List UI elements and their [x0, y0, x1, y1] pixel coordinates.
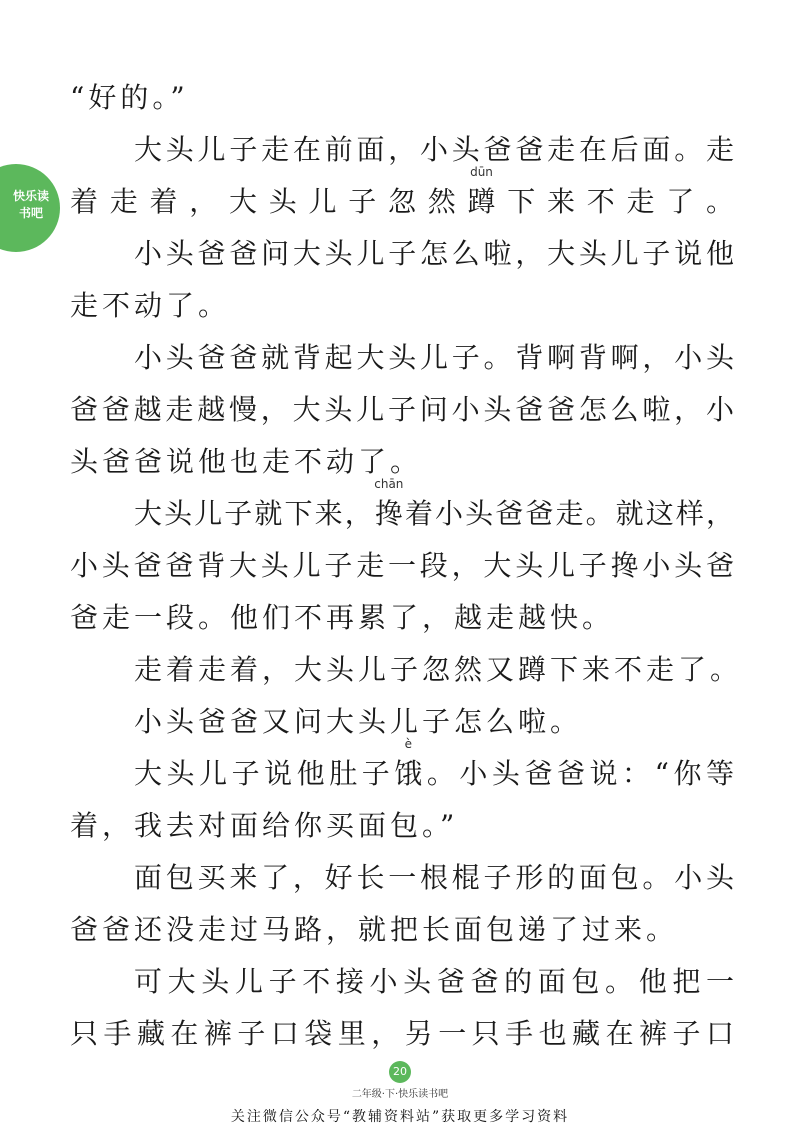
- text-line: 爸爸越走越慢，大头儿子问小头爸爸怎么啦，小: [70, 393, 734, 426]
- grade-line: 二年级·下·快乐读书吧: [351, 1089, 449, 1100]
- pinyin-label: dūn: [470, 165, 493, 179]
- text-line: 走着走着，大头儿子忽然又蹲下来不走了。: [134, 653, 743, 686]
- text-line: 可大头儿子不接小头爸爸的面包。他把一: [134, 965, 734, 998]
- pinyin-label: è: [404, 737, 412, 751]
- text-line: 小头爸爸问大头儿子怎么啦，大头儿子说他: [134, 237, 734, 270]
- text-line: 小头爸爸又问大头儿子怎么啦。: [134, 705, 583, 738]
- text-line: 着，我去对面给你买面包。”: [70, 809, 459, 842]
- text-line: “好的。”: [70, 81, 189, 114]
- text-line: 爸走一段。他们不再累了，越走越快。: [70, 601, 615, 634]
- pinyin-annotated-char: è 饿: [394, 737, 423, 790]
- promo-line: 关注微信公众号“教辅资料站”获取更多学习资料: [230, 1109, 570, 1125]
- page-footer: [0, 1060, 800, 1126]
- text-line: 小头爸爸就背起大头儿子。背啊背啊，小头: [134, 341, 734, 374]
- text-line: 小头爸爸背大头儿子走一段，大头儿子搀小头爸: [70, 549, 734, 582]
- side-tab-label: 快乐读书吧: [12, 189, 49, 220]
- pinyin-annotated-char: chān 搀: [374, 477, 404, 530]
- text-line: 只手藏在裤子口袋里，另一只手也藏在裤子口: [70, 1017, 734, 1050]
- text-line: 爸爸还没走过马路，就把长面包递了过来。: [70, 913, 679, 946]
- text-line: 面包买来了，好长一根棍子形的面包。小头: [134, 861, 734, 894]
- pinyin-annotated-char: dūn 蹲: [467, 165, 496, 218]
- text-line: 走不动了。: [70, 289, 231, 322]
- story-text: [70, 72, 743, 1060]
- text-line: 大头儿子说他肚子 è 饿。小头爸爸说：“你等: [70, 748, 734, 800]
- text-line: 大头儿子走在前面，小头爸爸走在后面。走: [134, 133, 734, 166]
- text-line: 着走着，大头儿子忽然 dūn 蹲下来不走了。: [70, 176, 734, 228]
- text-line: 大头儿子就下来， chān 搀着小头爸爸走。就这样，: [70, 488, 734, 540]
- page-number: 20: [389, 1061, 411, 1083]
- text-line: 头爸爸说他也走不动了。: [70, 445, 423, 478]
- pinyin-label: chān: [374, 477, 404, 491]
